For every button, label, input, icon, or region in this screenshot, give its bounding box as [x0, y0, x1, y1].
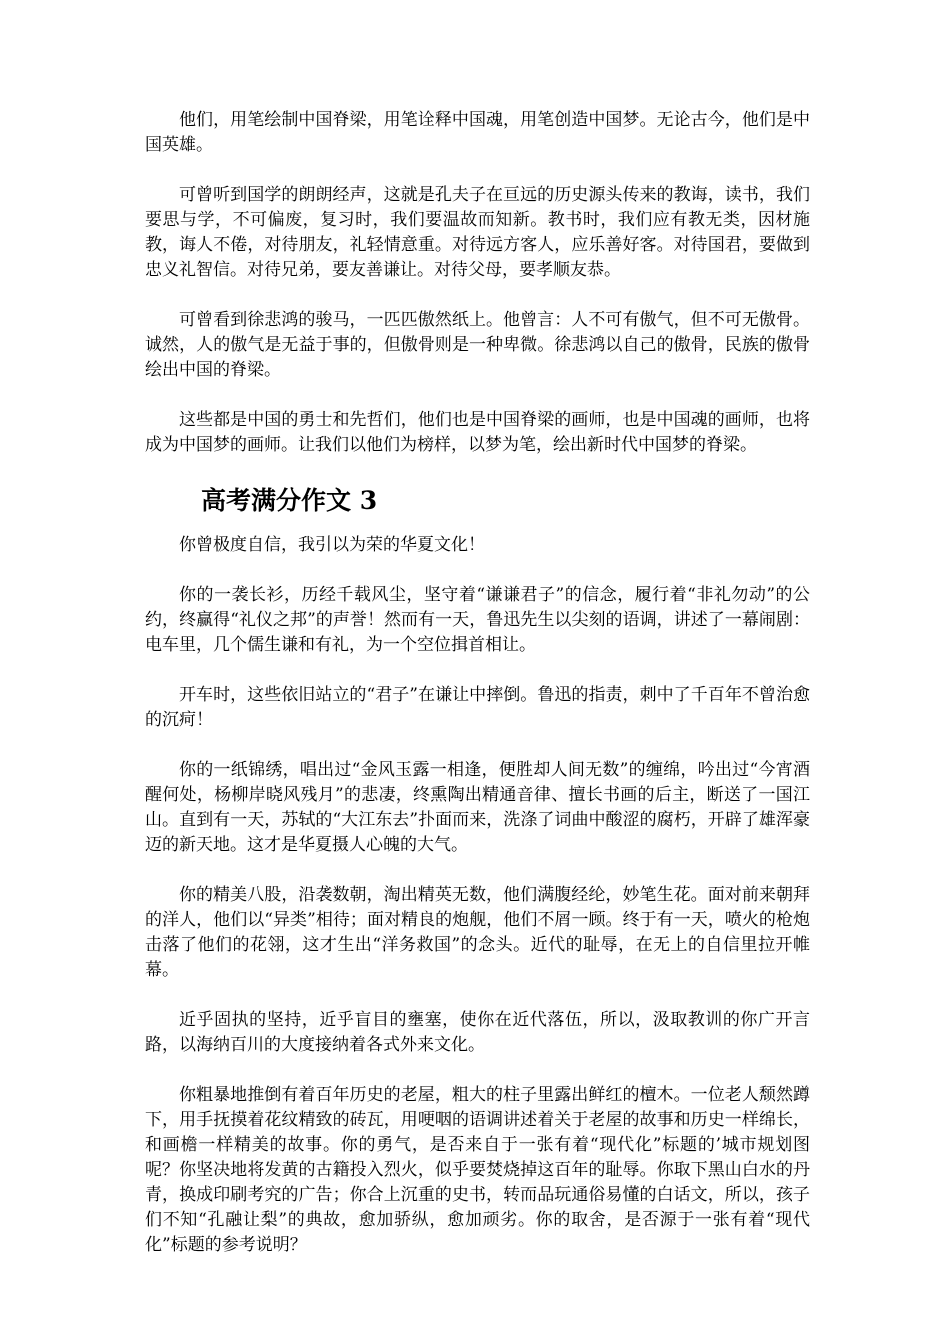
paragraph: 开车时，这些依旧站立的“君子”在谦让中摔倒。鲁迅的指责，刺中了千百年不曾治愈的沉疴！ [145, 685, 810, 730]
paragraph: 你的一袭长衫，历经千载风尘，坚守着“谦谦君子”的信念，履行着“非礼勿动”的公约，终赢得“礼仪之邦”的声誉！然而有一天，鲁迅先生以尖刻的语调，讲述了一幕闹剧：电车里，几个儒生谦和有礼，为一个空位揖首相让。 [145, 585, 810, 655]
paragraph: 可曾看到徐悲鸿的骏马，一匹匹傲然纸上。他曾言：人不可有傲气，但不可无傲骨。诚然，人的傲气是无益于事的，但傲骨则是一种卑微。徐悲鸿以自己的傲骨，民族的傲骨绘出中国的脊梁。 [145, 310, 810, 380]
paragraph: 你的一纸锦绣，唱出过“金风玉露一相逢，便胜却人间无数”的缠绵，吟出过“今宵酒醒何处，杨柳岸晓风残月”的悲凄，终熏陶出精通音律、擅长书画的后主，断送了一国江山。直到有一天，苏轼的“大江东去”扑面而来，洗涤了词曲中酸涩的腐朽，开辟了雄浑豪迈的新天地。这才是华夏摄人心魄的大气。 [145, 760, 810, 855]
paragraph: 近乎固执的坚持，近乎盲目的壅塞，使你在近代落伍，所以，汲取教训的你广开言路，以海纳百川的大度接纳着各式外来文化。 [145, 1010, 810, 1055]
paragraph: 你粗暴地推倒有着百年历史的老屋，粗大的柱子里露出鲜红的檀木。一位老人颓然蹲下，用手抚摸着花纹精致的砖瓦，用哽咽的语调讲述着关于老屋的故事和历史一样绵长，和画檐一样精美的故事。你的勇气，是否来自于一张有着“现代化”标题的’城市规划图呢？你坚决地将发黄的古籍投入烈火，似乎要焚烧掉这百年的耻辱。你取下黑山白水的丹青，换成印刷考究的广告；你合上沉重的史书，转而品玩通俗易懂的白话文，所以，孩子们不知“孔融让梨”的典故，愈加骄纵，愈加顽劣。你的取舍，是否源于一张有着“现代化”标题的参考说明？ [145, 1085, 810, 1255]
paragraph: 他们，用笔绘制中国脊梁，用笔诠释中国魂，用笔创造中国梦。无论古今，他们是中国英雄。 [145, 110, 810, 155]
paragraph: 可曾听到国学的朗朗经声，这就是孔夫子在亘远的历史源头传来的教诲，读书，我们要思与学，不可偏废，复习时，我们要温故而知新。教书时，我们应有教无类，因材施教，诲人不倦，对待朋友，礼轻情意重。对待远方客人，应乐善好客。对待国君，要做到忠义礼智信。对待兄弟，要友善谦让。对待父母，要孝顺友恭。 [145, 185, 810, 280]
paragraph: 你的精美八股，沿袭数朝，淘出精英无数，他们满腹经纶，妙笔生花。面对前来朝拜的洋人，他们以“异类”相待；面对精良的炮舰，他们不屑一顾。终于有一天，喷火的枪炮击落了他们的花翎，这才生出“洋务救国”的念头。近代的耻辱，在无上的自信里拉开帷幕。 [145, 885, 810, 980]
paragraph: 你曾极度自信，我引以为荣的华夏文化！ [179, 535, 485, 555]
paragraph: 这些都是中国的勇士和先哲们，他们也是中国脊梁的画师，也是中国魂的画师，也将成为中国梦的画师。让我们以他们为榜样，以梦为笔，绘出新时代中国梦的脊梁。 [145, 410, 810, 455]
section-heading: 高考满分作文 3 [201, 486, 378, 515]
document-page [145, 108, 810, 1283]
